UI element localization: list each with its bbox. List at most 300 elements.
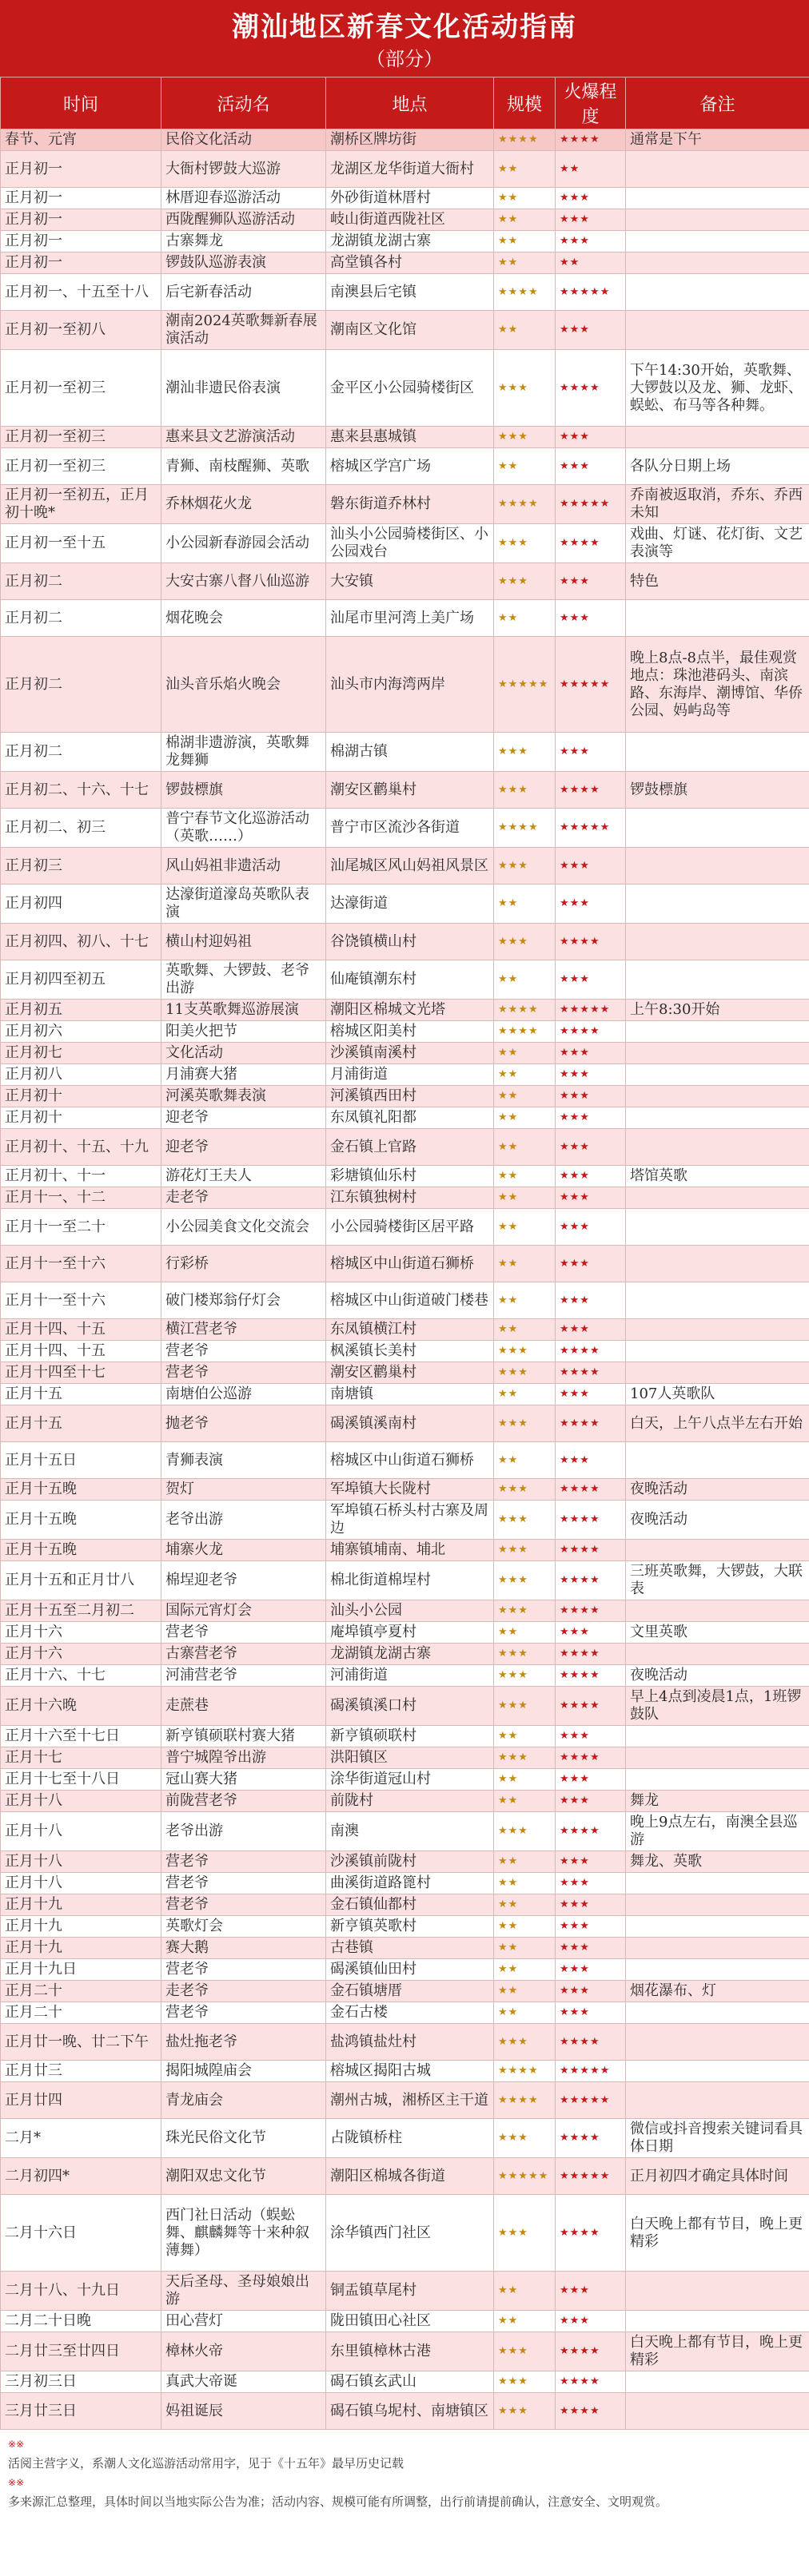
table-row — [1, 2195, 809, 2272]
cell-place: 汕尾城区风山妈祖风景区 — [326, 848, 494, 885]
cell-name: 西门社日活动（蜈蚣舞、麒麟舞等十来种叙薄舞） — [161, 2195, 326, 2272]
cell-place: 榕城区中山街道石狮桥 — [326, 1246, 494, 1282]
table-row — [1, 1319, 809, 1341]
cell-place: 涂华镇西门社区 — [326, 2195, 494, 2272]
cell-heat: ★★★ — [556, 1959, 626, 1981]
cell-scale: ★★★★ — [494, 1021, 556, 1043]
cell-name: 埔寨火龙 — [161, 1540, 326, 1561]
cell-name: 营老爷 — [161, 1873, 326, 1894]
cell-place: 棉北街道棉埕村 — [326, 1561, 494, 1600]
table-row — [1, 2158, 809, 2195]
cell-time: 正月初二、初三 — [1, 809, 161, 848]
table-row — [1, 1282, 809, 1319]
cell-time: 正月十六 — [1, 1644, 161, 1665]
cell-note: 晚上8点-8点半，最佳观赏地点：珠池港码头、南滨路、东海岸、潮博馆、华侨公园、妈屿岛等 — [626, 637, 809, 733]
table-row — [1, 733, 809, 772]
cell-time: 正月十五 — [1, 1405, 161, 1442]
cell-time: 正月初二 — [1, 733, 161, 772]
cell-time: 二月十六日 — [1, 2195, 161, 2272]
cell-name: 营老爷 — [161, 1341, 326, 1362]
cell-name: 民俗文化活动 — [161, 129, 326, 151]
cell-heat: ★★★ — [556, 1791, 626, 1812]
cell-note — [626, 1959, 809, 1981]
cell-time: 正月十六、十七 — [1, 1665, 161, 1687]
cell-place: 新亨镇英歌村 — [326, 1916, 494, 1938]
cell-note: 白天，上午八点半左右开始 — [626, 1405, 809, 1442]
cell-time: 正月初十、十一 — [1, 1166, 161, 1187]
cell-time: 正月十五晚 — [1, 1479, 161, 1501]
cell-heat: ★★★★ — [556, 924, 626, 960]
cell-heat: ★★★★ — [556, 2024, 626, 2061]
cell-heat: ★★★ — [556, 188, 626, 209]
cell-time: 二月* — [1, 2119, 161, 2158]
cell-place: 潮桥区牌坊街 — [326, 129, 494, 151]
cell-name: 后宅新春活动 — [161, 274, 326, 311]
cell-scale: ★★★ — [494, 1479, 556, 1501]
cell-place: 南塘镇 — [326, 1384, 494, 1405]
cell-heat: ★★★★ — [556, 1540, 626, 1561]
cell-heat: ★★★ — [556, 1319, 626, 1341]
cell-scale: ★★ — [494, 1319, 556, 1341]
cell-scale: ★★ — [494, 209, 556, 231]
cell-heat: ★★★★ — [556, 2371, 626, 2393]
cell-time: 正月初一、十五至十八 — [1, 274, 161, 311]
cell-place: 前陇村 — [326, 1791, 494, 1812]
cell-note — [626, 1086, 809, 1107]
table-row — [1, 1747, 809, 1769]
cell-time: 正月初二 — [1, 563, 161, 600]
cell-heat: ★★★ — [556, 1209, 626, 1246]
cell-place: 曲溪街道路篦村 — [326, 1873, 494, 1894]
cell-heat: ★★★★ — [556, 1479, 626, 1501]
cell-name: 前陇营老爷 — [161, 1791, 326, 1812]
cell-name: 潮阳双忠文化节 — [161, 2158, 326, 2195]
cell-note — [626, 188, 809, 209]
cell-place: 潮州古城，湘桥区主干道 — [326, 2082, 494, 2119]
table-row — [1, 1166, 809, 1187]
table-row — [1, 2311, 809, 2332]
table-row — [1, 772, 809, 809]
cell-name: 阳美火把节 — [161, 1021, 326, 1043]
cell-heat: ★★★★★ — [556, 274, 626, 311]
table-row — [1, 2332, 809, 2371]
cell-place: 潮安区鹳巢村 — [326, 772, 494, 809]
cell-note — [626, 733, 809, 772]
cell-heat: ★★★★ — [556, 524, 626, 563]
cell-scale: ★★★ — [494, 1501, 556, 1540]
cell-scale: ★★★★ — [494, 274, 556, 311]
cell-name: 行彩桥 — [161, 1246, 326, 1282]
cell-name: 小公园新春游园会活动 — [161, 524, 326, 563]
column-header-note: 备注 — [626, 78, 809, 129]
cell-note: 塔馆英歌 — [626, 1166, 809, 1187]
cell-heat: ★★★★ — [556, 1362, 626, 1384]
table-row — [1, 1812, 809, 1851]
cell-time: 正月十八 — [1, 1851, 161, 1873]
cell-scale: ★★ — [494, 1246, 556, 1282]
cell-scale: ★★ — [494, 1043, 556, 1064]
cell-scale: ★★ — [494, 1064, 556, 1086]
table-row — [1, 2119, 809, 2158]
cell-time: 正月初十 — [1, 1107, 161, 1129]
cell-note — [626, 1282, 809, 1319]
cell-note — [626, 1129, 809, 1166]
cell-scale: ★★★ — [494, 1600, 556, 1622]
table-row — [1, 252, 809, 274]
cell-name: 老爷出游 — [161, 1501, 326, 1540]
cell-note — [626, 1938, 809, 1959]
cell-place: 枫溪镇长美村 — [326, 1341, 494, 1362]
cell-name: 走老爷 — [161, 1981, 326, 2002]
cell-heat: ★★★ — [556, 1129, 626, 1166]
cell-time: 正月初十 — [1, 1086, 161, 1107]
cell-time: 三月初三日 — [1, 2371, 161, 2393]
cell-note — [626, 2371, 809, 2393]
cell-name: 林厝迎春巡游活动 — [161, 188, 326, 209]
footer-mark-bottom: ※※ — [8, 2477, 25, 2488]
cell-heat: ★★★ — [556, 1726, 626, 1747]
cell-place: 龙湖镇龙湖古寨 — [326, 231, 494, 252]
cell-name: 大安古寨八督八仙巡游 — [161, 563, 326, 600]
cell-note: 夜晚活动 — [626, 1665, 809, 1687]
cell-note — [626, 1246, 809, 1282]
cell-time: 正月十五和正月廿八 — [1, 1561, 161, 1600]
table-row — [1, 600, 809, 637]
cell-scale: ★★ — [494, 2002, 556, 2024]
cell-name: 棉埕迎老爷 — [161, 1561, 326, 1600]
cell-note — [626, 1362, 809, 1384]
cell-name: 月浦赛大猪 — [161, 1064, 326, 1086]
cell-heat: ★★★ — [556, 2311, 626, 2332]
cell-scale: ★★★ — [494, 848, 556, 885]
cell-scale: ★★★ — [494, 2119, 556, 2158]
cell-heat: ★★★★ — [556, 1600, 626, 1622]
cell-name: 烟花晚会 — [161, 600, 326, 637]
cell-heat: ★★★ — [556, 209, 626, 231]
column-header-place: 地点 — [326, 78, 494, 129]
cell-note — [626, 1209, 809, 1246]
cell-scale: ★★ — [494, 1938, 556, 1959]
cell-scale: ★★ — [494, 1086, 556, 1107]
cell-name: 营老爷 — [161, 2002, 326, 2024]
cell-scale: ★★★★★ — [494, 2158, 556, 2195]
cell-place: 金石古楼 — [326, 2002, 494, 2024]
cell-time: 正月初一至初八 — [1, 311, 161, 350]
cell-heat: ★★★ — [556, 311, 626, 350]
cell-time: 三月廿三日 — [1, 2393, 161, 2430]
table-row — [1, 1479, 809, 1501]
cell-heat: ★★★ — [556, 448, 626, 485]
cell-scale: ★★★★ — [494, 809, 556, 848]
footer-mark-top: ※※ — [8, 2439, 25, 2450]
cell-place: 沙溪镇南溪村 — [326, 1043, 494, 1064]
cell-name: 锣鼓队巡游表演 — [161, 252, 326, 274]
cell-name: 营老爷 — [161, 1851, 326, 1873]
page-title: 潮汕地区新春文化活动指南 — [232, 11, 577, 43]
table-header-row — [1, 78, 809, 129]
cell-place: 龙湖区龙华街道大衙村 — [326, 151, 494, 188]
cell-heat: ★★★ — [556, 1282, 626, 1319]
cell-time: 二月廿三至廿四日 — [1, 2332, 161, 2371]
cell-scale: ★★ — [494, 231, 556, 252]
cell-name: 新亨镇硕联村赛大猪 — [161, 1726, 326, 1747]
cell-heat: ★★★ — [556, 2002, 626, 2024]
cell-place: 河浦街道 — [326, 1665, 494, 1687]
cell-note — [626, 1916, 809, 1938]
cell-heat: ★★★ — [556, 1107, 626, 1129]
table-row — [1, 563, 809, 600]
cell-heat: ★★★ — [556, 733, 626, 772]
table-row — [1, 2371, 809, 2393]
cell-time: 正月初四 — [1, 885, 161, 924]
cell-note: 白天晚上都有节目，晚上更精彩 — [626, 2332, 809, 2371]
cell-time: 正月初六 — [1, 1021, 161, 1043]
cell-heat: ★★★ — [556, 1064, 626, 1086]
cell-name: 河浦营老爷 — [161, 1665, 326, 1687]
table-row — [1, 1600, 809, 1622]
activity-table — [0, 77, 809, 2430]
table-row — [1, 151, 809, 188]
cell-note: 下午14:30开始，英歌舞、大锣鼓以及龙、狮、龙虾、蜈蚣、布马等各种舞。 — [626, 350, 809, 427]
cell-time: 正月初二 — [1, 637, 161, 733]
cell-name: 老爷出游 — [161, 1812, 326, 1851]
cell-time: 正月廿三 — [1, 2061, 161, 2082]
cell-name: 横江营老爷 — [161, 1319, 326, 1341]
cell-name: 营老爷 — [161, 1894, 326, 1916]
cell-note: 早上4点到凌晨1点，1班锣鼓队 — [626, 1687, 809, 1726]
cell-scale: ★★ — [494, 252, 556, 274]
cell-place: 磐东街道乔林村 — [326, 485, 494, 524]
cell-heat: ★★★★ — [556, 129, 626, 151]
cell-scale: ★★ — [494, 1209, 556, 1246]
cell-scale: ★★ — [494, 1916, 556, 1938]
cell-name: 河溪英歌舞表演 — [161, 1086, 326, 1107]
cell-scale: ★★ — [494, 188, 556, 209]
cell-heat: ★★★★ — [556, 1021, 626, 1043]
cell-name: 潮汕非遗民俗表演 — [161, 350, 326, 427]
cell-time: 正月十七 — [1, 1747, 161, 1769]
cell-scale: ★★★ — [494, 772, 556, 809]
table-row — [1, 1043, 809, 1064]
table-row — [1, 1501, 809, 1540]
cell-note: 各队分日期上场 — [626, 448, 809, 485]
cell-time: 正月初一 — [1, 209, 161, 231]
cell-time: 二月初四* — [1, 2158, 161, 2195]
cell-scale: ★★★ — [494, 1687, 556, 1726]
cell-place: 金平区小公园骑楼街区 — [326, 350, 494, 427]
cell-place: 南澳县后宅镇 — [326, 274, 494, 311]
cell-heat: ★★★ — [556, 885, 626, 924]
cell-time: 正月十八 — [1, 1812, 161, 1851]
cell-place: 金石镇塘厝 — [326, 1981, 494, 2002]
cell-name: 青狮、南枝醒狮、英歌 — [161, 448, 326, 485]
table-row — [1, 209, 809, 231]
cell-heat: ★★★★ — [556, 772, 626, 809]
table-row — [1, 1938, 809, 1959]
cell-heat: ★★★ — [556, 1384, 626, 1405]
cell-note — [626, 1187, 809, 1209]
cell-scale: ★★ — [494, 311, 556, 350]
table-row — [1, 448, 809, 485]
cell-place: 汕头市内海湾两岸 — [326, 637, 494, 733]
table-row — [1, 231, 809, 252]
cell-time: 正月十六晚 — [1, 1687, 161, 1726]
cell-time: 正月十四至十七 — [1, 1362, 161, 1384]
column-header-time: 时间 — [1, 78, 161, 129]
cell-heat: ★★★ — [556, 1246, 626, 1282]
cell-scale: ★★★ — [494, 563, 556, 600]
cell-time: 正月初二、十六、十七 — [1, 772, 161, 809]
cell-name: 田心营灯 — [161, 2311, 326, 2332]
cell-name: 南塘伯公巡游 — [161, 1384, 326, 1405]
cell-note — [626, 1644, 809, 1665]
cell-note: 文里英歌 — [626, 1622, 809, 1644]
cell-name: 揭阳城隍庙会 — [161, 2061, 326, 2082]
cell-time: 正月初一 — [1, 252, 161, 274]
cell-scale: ★★ — [494, 2311, 556, 2332]
cell-note: 夜晚活动 — [626, 1501, 809, 1540]
cell-scale: ★★★ — [494, 2195, 556, 2272]
cell-heat: ★★★ — [556, 1769, 626, 1791]
cell-heat: ★★★★ — [556, 1687, 626, 1726]
cell-place: 占陇镇桥柱 — [326, 2119, 494, 2158]
cell-name: 天后圣母、圣母娘娘出游 — [161, 2272, 326, 2311]
cell-place: 金石镇仙都村 — [326, 1894, 494, 1916]
cell-place: 潮南区文化馆 — [326, 311, 494, 350]
table-row — [1, 2272, 809, 2311]
cell-name: 盐灶拖老爷 — [161, 2024, 326, 2061]
cell-note — [626, 1319, 809, 1341]
cell-name: 汕头音乐焰火晚会 — [161, 637, 326, 733]
cell-place: 江东镇独树村 — [326, 1187, 494, 1209]
cell-note: 烟花瀑布、灯 — [626, 1981, 809, 2002]
cell-time: 正月廿一晚、廿二下午 — [1, 2024, 161, 2061]
cell-place: 彩塘镇仙乐村 — [326, 1166, 494, 1187]
cell-scale: ★★★ — [494, 2024, 556, 2061]
cell-name: 达濠街道濠岛英歌队表演 — [161, 885, 326, 924]
cell-place: 陇田镇田心社区 — [326, 2311, 494, 2332]
cell-scale: ★★ — [494, 1166, 556, 1187]
cell-place: 盐鸿镇盐灶村 — [326, 2024, 494, 2061]
cell-note: 乔南被返取消，乔东、乔西未知 — [626, 485, 809, 524]
cell-heat: ★★★★ — [556, 1665, 626, 1687]
cell-name: 营老爷 — [161, 1959, 326, 1981]
cell-note — [626, 252, 809, 274]
cell-scale: ★★ — [494, 1959, 556, 1981]
table-row — [1, 1384, 809, 1405]
cell-heat: ★★★ — [556, 427, 626, 448]
table-row — [1, 1405, 809, 1442]
cell-place: 碣石镇乌坭村、南塘镇区 — [326, 2393, 494, 2430]
cell-scale: ★★ — [494, 960, 556, 1000]
table-row — [1, 1362, 809, 1384]
cell-scale: ★★★ — [494, 1665, 556, 1687]
cell-place: 普宁市区流沙各街道 — [326, 809, 494, 848]
cell-place: 碣溪镇溪南村 — [326, 1405, 494, 1442]
cell-note: 白天晚上都有节目，晚上更精彩 — [626, 2195, 809, 2272]
cell-note — [626, 2272, 809, 2311]
cell-note: 舞龙、英歌 — [626, 1851, 809, 1873]
cell-scale: ★★★ — [494, 1405, 556, 1442]
table-row — [1, 1894, 809, 1916]
cell-place: 惠来县惠城镇 — [326, 427, 494, 448]
cell-scale: ★★★ — [494, 924, 556, 960]
table-row — [1, 1851, 809, 1873]
cell-heat: ★★★★ — [556, 1501, 626, 1540]
cell-time: 正月十六 — [1, 1622, 161, 1644]
cell-place: 碣溪镇仙田村 — [326, 1959, 494, 1981]
cell-time: 二月二十日晚 — [1, 2311, 161, 2332]
cell-heat: ★★★★★ — [556, 1000, 626, 1021]
cell-name: 大衙村锣鼓大巡游 — [161, 151, 326, 188]
cell-place: 汕头小公园 — [326, 1600, 494, 1622]
cell-heat: ★★★★ — [556, 350, 626, 427]
cell-time: 正月十五晚 — [1, 1540, 161, 1561]
cell-time: 正月初一至初三 — [1, 427, 161, 448]
cell-name: 迎老爷 — [161, 1129, 326, 1166]
cell-note — [626, 1341, 809, 1362]
cell-heat: ★★★★ — [556, 1644, 626, 1665]
cell-scale: ★★ — [494, 2272, 556, 2311]
cell-time: 正月廿四 — [1, 2082, 161, 2119]
footer-line-1: 活阅主营字义，系潮人文化巡游活动常用字，见于《十五年》最早历史记载 — [8, 2456, 404, 2471]
cell-heat: ★★★ — [556, 231, 626, 252]
cell-scale: ★★ — [494, 1187, 556, 1209]
cell-note — [626, 2002, 809, 2024]
cell-note: 通常是下午 — [626, 129, 809, 151]
cell-note — [626, 600, 809, 637]
cell-time: 正月初三 — [1, 848, 161, 885]
cell-name: 游花灯王夫人 — [161, 1166, 326, 1187]
cell-scale: ★★★ — [494, 350, 556, 427]
cell-place: 岐山街道西陇社区 — [326, 209, 494, 231]
table-row — [1, 274, 809, 311]
cell-note: 正月初四才确定具体时间 — [626, 2158, 809, 2195]
table-row — [1, 1959, 809, 1981]
cell-place: 月浦街道 — [326, 1064, 494, 1086]
table-row — [1, 2082, 809, 2119]
cell-note — [626, 231, 809, 252]
cell-heat: ★★★★★ — [556, 485, 626, 524]
cell-time: 正月二十 — [1, 1981, 161, 2002]
table-row — [1, 1769, 809, 1791]
cell-name: 走老爷 — [161, 1187, 326, 1209]
cell-time: 正月初四、初八、十七 — [1, 924, 161, 960]
cell-place: 铜盂镇草尾村 — [326, 2272, 494, 2311]
column-header-scale: 规模 — [494, 78, 556, 129]
cell-scale: ★★★★ — [494, 485, 556, 524]
cell-heat: ★★★ — [556, 1938, 626, 1959]
cell-heat: ★★★ — [556, 1086, 626, 1107]
cell-note: 特色 — [626, 563, 809, 600]
cell-time: 正月十一至二十 — [1, 1209, 161, 1246]
cell-time: 正月十五晚 — [1, 1501, 161, 1540]
cell-place: 榕城区阳美村 — [326, 1021, 494, 1043]
table-row — [1, 524, 809, 563]
table-row — [1, 1341, 809, 1362]
cell-note — [626, 1540, 809, 1561]
cell-scale: ★★★★ — [494, 129, 556, 151]
table-row — [1, 1209, 809, 1246]
cell-place: 东凤镇礼阳都 — [326, 1107, 494, 1129]
cell-heat: ★★★★★ — [556, 2061, 626, 2082]
table-row — [1, 2061, 809, 2082]
cell-place: 仙庵镇潮东村 — [326, 960, 494, 1000]
cell-name: 11支英歌舞巡游展演 — [161, 1000, 326, 1021]
cell-name: 古寨舞龙 — [161, 231, 326, 252]
cell-heat: ★★★ — [556, 1981, 626, 2002]
cell-heat: ★★★★★ — [556, 809, 626, 848]
